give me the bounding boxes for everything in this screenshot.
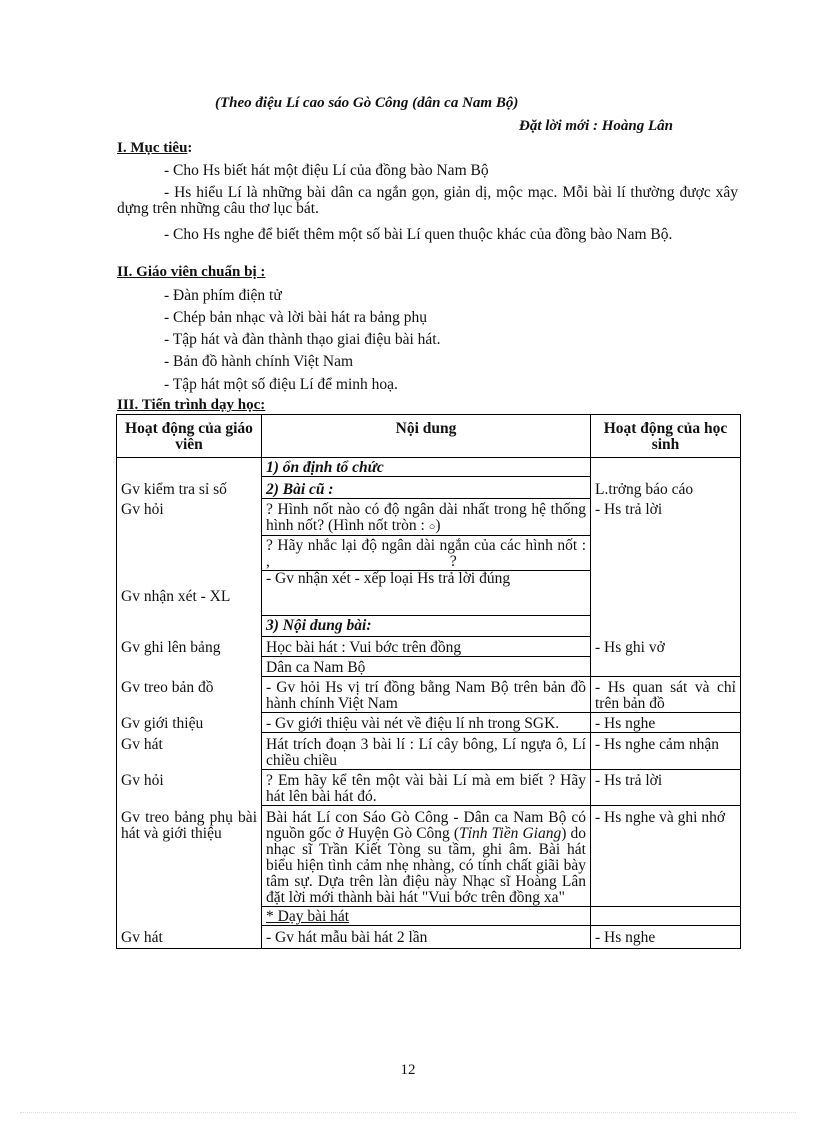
table-cell: - Hs ghi vở (591, 637, 741, 657)
table-row (117, 616, 741, 637)
table-row (117, 657, 741, 677)
objective-paragraph: - Cho Hs biết hát một điệu Lí của đồng bào Nam Bộ (164, 162, 489, 179)
lesson-plan-table (116, 414, 741, 949)
preparation-item: - Đàn phím điện tử (164, 287, 282, 304)
table-cell: ? Hãy nhắc lại độ ngân dài ngắn của các hình nốt : , ? (262, 536, 591, 571)
table-cell: Dân ca Nam Bộ (262, 657, 591, 677)
table-cell: - Gv nhận xét - xếp loại Hs trả lời đúng (262, 571, 591, 616)
section-objectives-title (117, 140, 192, 157)
table-cell: * Dạy bài hát (262, 907, 591, 926)
teacher-activity-header: Hoạt động của giáo viên (117, 415, 262, 458)
section-objectives-colon: : (187, 140, 193, 156)
table-cell (117, 907, 262, 926)
table-cell: - Hs trả lời (591, 770, 741, 806)
table-row (117, 536, 741, 571)
song-origin-subtitle: (Theo điệu Lí cao sáo Gò Công (dân ca Nam Bộ) (215, 95, 519, 111)
table-cell: Gv hát (117, 926, 262, 949)
whole-note-icon: ○ (428, 521, 436, 533)
table-cell: - Hs trả lời (591, 499, 741, 536)
section-objectives-label: I. Mục tiêu (117, 140, 188, 156)
table-cell: Gv ghi lên bảng (117, 637, 262, 657)
table-row (117, 770, 741, 806)
province-name: Tỉnh Tiền Giang (459, 825, 562, 842)
table-cell: Gv hỏi (117, 770, 262, 806)
table-cell: - Gv hát mẫu bài hát 2 lần (262, 926, 591, 949)
student-activity-header: Hoạt động của học sinh (591, 415, 741, 458)
lyrics-author: Đặt lời mới : Hoàng Lân (519, 118, 674, 134)
table-cell: 1) ổn định tổ chức (262, 458, 591, 477)
page-number: 12 (400, 1062, 416, 1078)
table-cell (117, 536, 262, 571)
table-row (117, 477, 741, 499)
objective-paragraph: - Hs hiểu Lí là những bài dân ca ngắn gọn, giản dị, mộc mạc. Mỗi bài lí thường được xây dựng trên những câu thơ lục bát. (117, 184, 738, 217)
table-cell: 2) Bài cũ : (262, 477, 591, 499)
table-cell: Gv kiểm tra sỉ số (117, 477, 262, 499)
table-cell: - Hs nghe và ghi nhớ (591, 806, 741, 907)
table-cell: - Hs quan sát và chỉ trên bản đồ (591, 677, 741, 713)
table-cell: ? Hình nốt nào có độ ngân dài nhất trong hệ thống hình nốt? (Hình nốt tròn : ○) (262, 499, 591, 536)
table-cell (117, 657, 262, 677)
table-row (117, 907, 741, 926)
preparation-item: - Chép bản nhạc và lời bài hát ra bảng phụ (164, 309, 428, 326)
table-cell: - Hs nghe (591, 926, 741, 949)
table-cell: Hát trích đoạn 3 bài lí : Lí cây bông, Lí ngựa ô, Lí chiều chiều (262, 733, 591, 770)
table-cell: Học bài hát : Vui bớc trên đồng (262, 637, 591, 657)
table-cell: L.trởng báo cáo (591, 477, 741, 499)
section-process-title: III. Tiến trình dạy học: (117, 397, 266, 413)
table-cell (591, 616, 741, 637)
table-cell: ? Em hãy kể tên một vài bài Lí mà em biết ? Hãy hát lên bài hát đó. (262, 770, 591, 806)
table-row (117, 458, 741, 477)
preparation-item: - Tập hát một số điệu Lí để minh hoạ. (164, 376, 398, 393)
table-row (117, 499, 741, 536)
table-cell: Gv hỏi (117, 499, 262, 536)
content-header: Nội dung (262, 415, 591, 458)
table-header-row (117, 415, 741, 458)
table-cell: Gv treo bảng phụ bài hát và giới thiệu (117, 806, 262, 907)
table-cell: Gv hát (117, 733, 262, 770)
table-cell: - Gv giới thiệu vài nét về điệu lí nh trong SGK. (262, 713, 591, 733)
table-cell (117, 458, 262, 477)
page-bottom-dotted-line (20, 1112, 796, 1113)
table-row (117, 571, 741, 616)
table-cell: - Hs nghe (591, 713, 741, 733)
preparation-item: - Tập hát và đàn thành thạo giai điệu bài hát. (164, 331, 441, 348)
objective-paragraph: - Cho Hs nghe để biết thêm một số bài Lí quen thuộc khác của đồng bào Nam Bộ. (164, 226, 673, 243)
table-cell (117, 616, 262, 637)
table-cell: 3) Nội dung bài: (262, 616, 591, 637)
table-cell: - Hs nghe cảm nhận (591, 733, 741, 770)
table-row (117, 733, 741, 770)
table-cell (591, 536, 741, 571)
table-cell: Bài hát Lí con Sáo Gò Công - Dân ca Nam Bộ có nguồn gốc ở Huyện Gò Công (Tỉnh Tiền Giang) do nhạc sĩ Trần Kiết Tòng su tầm, ghi âm. Bài hát biểu hiện tình cảm nhẹ nhàng, có tính chất giãi bày tâm sự. Dựa trên làn điệu này Nhạc sĩ Hoàng Lân đặt lời mới thành bài hát "Vui bớc trên đồng xa" (262, 806, 591, 907)
table-cell: Gv giới thiệu (117, 713, 262, 733)
table-row (117, 637, 741, 657)
table-cell (591, 458, 741, 477)
preparation-item: - Bản đồ hành chính Việt Nam (164, 353, 354, 370)
table-cell (591, 907, 741, 926)
table-row (117, 806, 741, 907)
table-cell: Gv nhận xét - XL (117, 571, 262, 616)
table-row (117, 713, 741, 733)
table-row (117, 677, 741, 713)
table-row (117, 926, 741, 949)
section-preparation-title: II. Giáo viên chuẩn bị : (117, 264, 266, 280)
table-cell: - Gv hỏi Hs vị trí đồng bằng Nam Bộ trên bản đồ hành chính Việt Nam (262, 677, 591, 713)
table-cell (591, 657, 741, 677)
table-cell: Gv treo bản đồ (117, 677, 262, 713)
table-cell (591, 571, 741, 616)
